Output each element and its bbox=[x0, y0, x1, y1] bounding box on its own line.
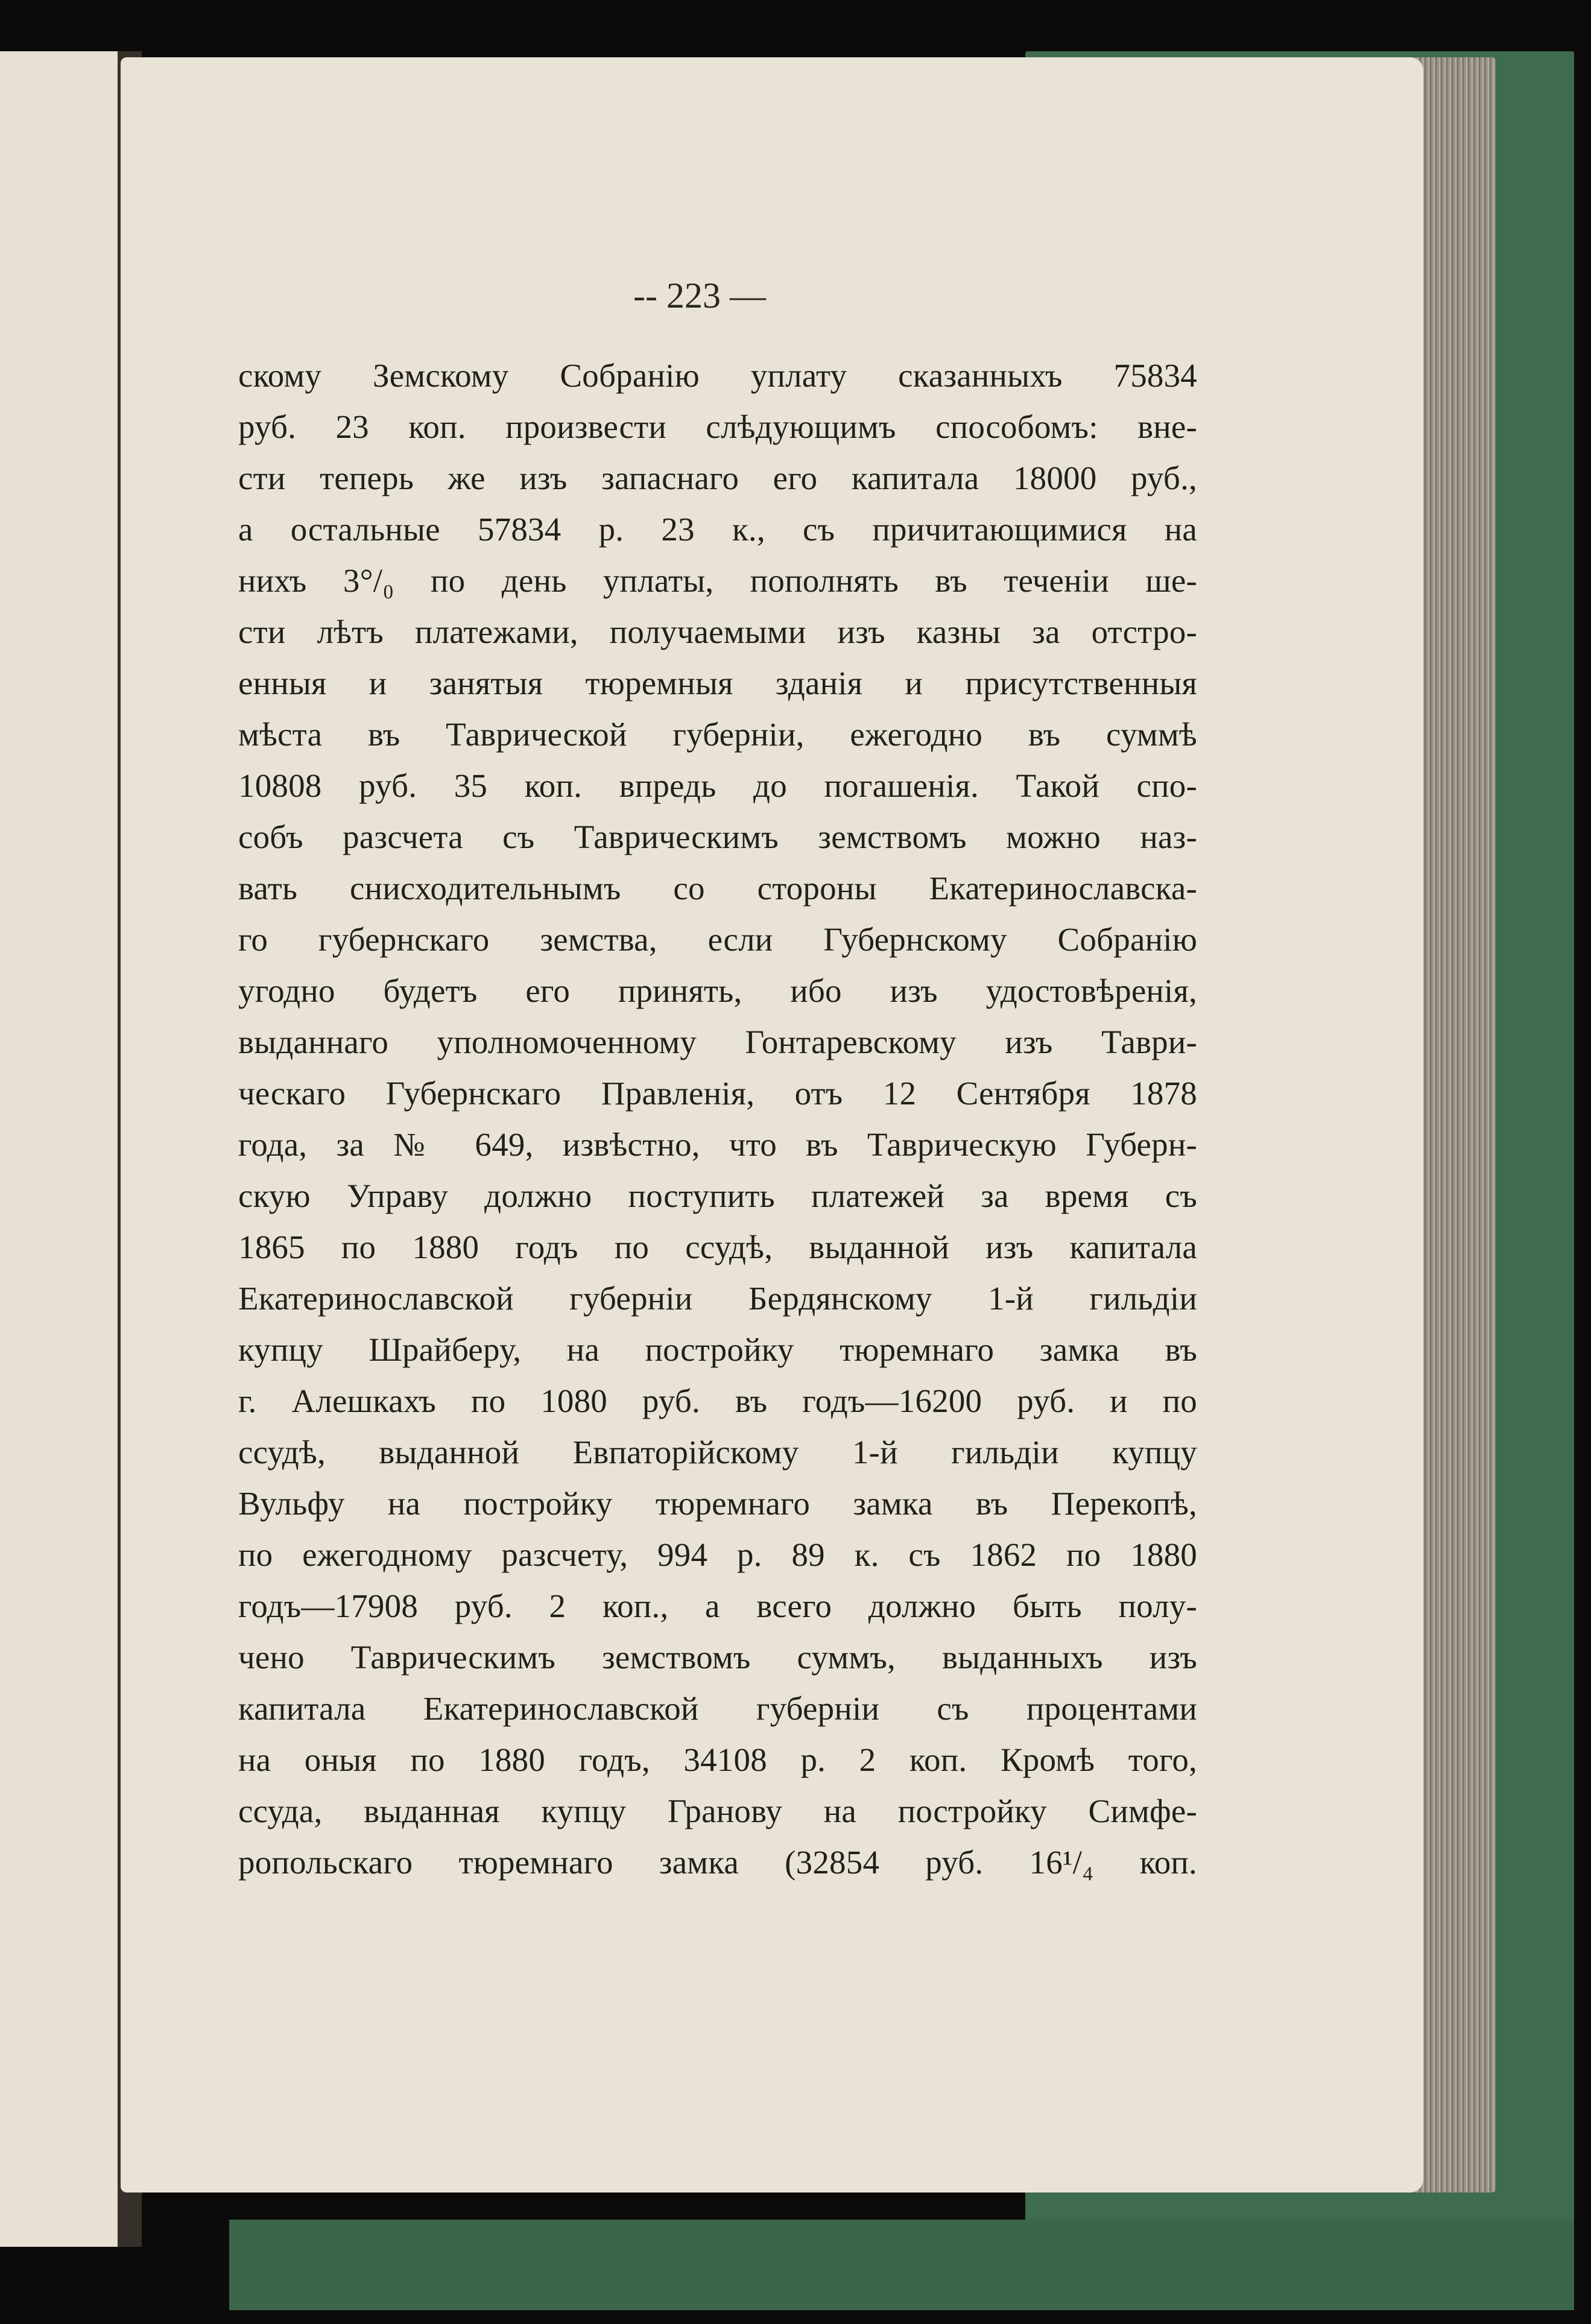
text-line: мѣста въ Таврической губерніи, ежегодно въ суммѣ bbox=[238, 716, 1197, 753]
text-line: ссуда, выданная купцу Гранову на постройку Симфе- bbox=[238, 1793, 1197, 1829]
text-line: вать снисходительнымъ со стороны Екатеринославска- bbox=[238, 870, 1197, 907]
page-body-text bbox=[238, 350, 1197, 1888]
text-line: на оныя по 1880 годъ, 34108 р. 2 коп. Кромѣ того, bbox=[238, 1741, 1197, 1778]
book-cover-bottom bbox=[229, 2220, 1574, 2310]
text-line: сти теперь же изъ запаснаго его капитала 18000 руб., bbox=[238, 460, 1197, 496]
text-line: ропольскаго тюремнаго замка (32854 руб. 16¹/₄ коп. bbox=[238, 1844, 1197, 1881]
text-line: ссудѣ, выданной Евпаторійскому 1-й гильдіи купцу bbox=[238, 1434, 1197, 1471]
text-line: скую Управу должно поступить платежей за время съ bbox=[238, 1177, 1197, 1214]
text-line: года, за № 649, извѣстно, что въ Таврическую Губерн- bbox=[238, 1126, 1197, 1163]
text-line: годъ—17908 руб. 2 коп., а всего должно быть полу- bbox=[238, 1588, 1197, 1624]
text-line: енныя и занятыя тюремныя зданія и присутственныя bbox=[238, 665, 1197, 701]
text-line: капитала Екатеринославской губерніи съ процентами bbox=[238, 1690, 1197, 1727]
text-line: выданнаго уполномоченному Гонтаревскому изъ Таври- bbox=[238, 1024, 1197, 1060]
text-line: собъ разсчета съ Таврическимъ земствомъ можно наз- bbox=[238, 818, 1197, 855]
text-line: руб. 23 коп. произвести слѣдующимъ способомъ: вне- bbox=[238, 408, 1197, 445]
text-line: 10808 руб. 35 коп. впредь до погашенія. Такой спо- bbox=[238, 767, 1197, 804]
text-line: ческаго Губернскаго Правленія, отъ 12 Сентября 1878 bbox=[238, 1075, 1197, 1112]
text-line: г. Алешкахъ по 1080 руб. въ годъ—16200 руб. и по bbox=[238, 1382, 1197, 1419]
text-line: го губернскаго земства, если Губернскому Собранію bbox=[238, 921, 1197, 958]
text-line: Вульфу на постройку тюремнаго замка въ Перекопѣ, bbox=[238, 1485, 1197, 1522]
facing-page bbox=[0, 51, 130, 2247]
text-line: нихъ 3°/₀ по день уплаты, пополнять въ теченіи ше- bbox=[238, 562, 1197, 599]
text-line: скому Земскому Собранію уплату сказанныхъ 75834 bbox=[238, 357, 1197, 394]
text-line: купцу Шрайберу, на постройку тюремнаго замка въ bbox=[238, 1331, 1197, 1368]
text-line: 1865 по 1880 годъ по ссудѣ, выданной изъ капитала bbox=[238, 1229, 1197, 1265]
text-line: чено Таврическимъ земствомъ суммъ, выданныхъ изъ bbox=[238, 1639, 1197, 1676]
text-line: а остальные 57834 р. 23 к., съ причитающимися на bbox=[238, 511, 1197, 548]
text-line: угодно будетъ его принять, ибо изъ удостовѣренія, bbox=[238, 972, 1197, 1009]
text-line: Екатеринославской губерніи Бердянскому 1-й гильдіи bbox=[238, 1280, 1197, 1317]
text-line: по ежегодному разсчету, 994 р. 89 к. съ 1862 по 1880 bbox=[238, 1536, 1197, 1573]
page-number: -- 223 — bbox=[633, 276, 766, 315]
text-line: сти лѣтъ платежами, получаемыми изъ казны за отстро- bbox=[238, 613, 1197, 650]
